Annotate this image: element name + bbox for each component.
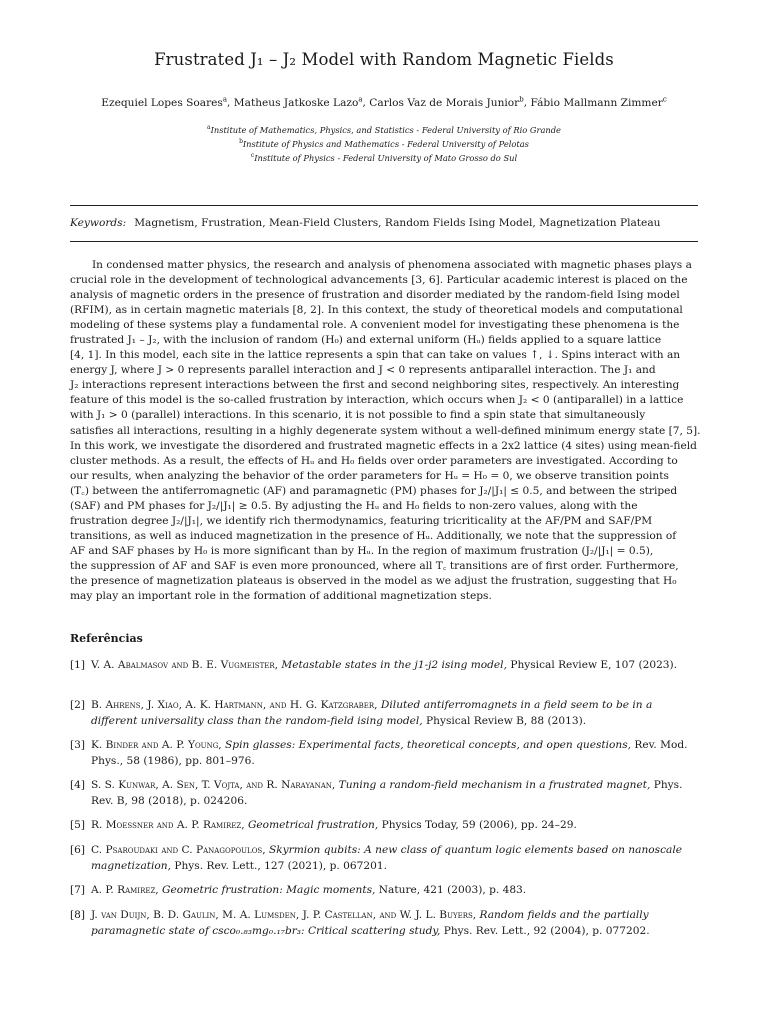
abstract-line: analysis of magnetic orders in the presence of frustration and disorder mediated by the random-field Ising model [70,289,680,302]
abstract-line: our results, when analyzing the behavior of the order parameters for Hᵤ = H₀ = 0, we observe transition points [70,469,669,482]
keywords-top-rule [70,205,698,206]
abstract-paragraph [70,258,701,604]
abstract-line: AF and SAF phases by H₀ is more significant than by Hᵤ. In the region of maximum frustration (J₂/|J₁| = 0.5), [70,544,654,557]
reference-authors: B. Ahrens, J. Xiao, A. K. Hartmann, and H. G. Katzgraber, [91,699,381,711]
reference-authors: A. P. Ramirez, [91,884,163,896]
reference-title: Spin glasses: Experimental facts, theoretical concepts, and open questions, [225,739,635,751]
paper-title: Frustrated J₁ – J₂ Model with Random Magnetic Fields [154,50,614,69]
reference-title: Diluted antiferromagnets in a field seem to be in a different universality class than the random-field ising model, [91,699,653,727]
reference-source: Phys. Rev. Lett., 92 (2004), p. 077202. [443,925,650,937]
reference-body [91,882,698,898]
reference-body [91,697,698,729]
affiliation-c: $^c$Institute of Physics - Federal University of Mato Grosso do Sul [250,152,518,163]
reference-title: Geometrical frustration, [247,819,382,831]
abstract-line: satisfies all interactions, resulting in a highly degenerate system without a well-defined minimum energy state [7, 5]. [70,424,701,437]
abstract-line: transitions, as well as induced magnetization in the presence of Hᵤ. Additionally, we note that the suppression of [70,529,677,542]
reference-item [70,882,698,898]
reference-item [70,777,698,809]
abstract-line: feature of this model is the so-called frustration by interaction, which occurs when J₂ < 0 (antiparallel) in a lattice [70,394,684,407]
reference-source: Phys. Rev. Lett., 127 (2021), p. 067201. [174,860,387,872]
author-2: Matheus Jatkoske Lazo$^a$ [233,95,363,109]
reference-title: Random fields and the partially paramagnetic state of csco₀.₈₃mg₀.₁₇br₃: Critical scattering study, [91,909,649,937]
reference-body [91,737,698,769]
affiliation-a: $^a$Institute of Mathematics, Physics, and Statistics - Federal University of Rio Grande [207,124,561,135]
reference-number: [1] [70,659,86,671]
keywords-text: Magnetism, Frustration, Mean-Field Clusters, Random Fields Ising Model, Magnetization Plateau [134,217,661,229]
reference-authors: J. van Duijn, B. D. Gaulin, M. A. Lumsden, J. P. Castellan, and W. J. L. Buyers, [91,909,480,921]
reference-title: Metastable states in the j1-j2 ising model, [281,659,511,671]
author-list: Ezequiel Lopes Soares$^a$, Matheus Jatkoske Lazo$^a$, Carlos Vaz de Morais Junior$^b$, Fábio Mallmann Zimmer$^c$ [101,95,667,109]
abstract-line: energy J, where J > 0 represents parallel interaction and J < 0 represents antiparallel interaction. The J₁ and [70,364,656,377]
reference-number: [8] [70,909,86,921]
reference-source: Nature, 421 (2003), p. 483. [378,884,527,896]
author-3: Carlos Vaz de Morais Junior$^b$ [369,95,524,109]
reference-authors: C. Psaroudaki and C. Panagopoulos, [91,844,269,856]
reference-source: Physical Review B, 88 (2013). [426,715,587,727]
abstract-line: crucial role in the development of technological advancements [3, 6]. Particular academic interest is placed on the [70,274,688,287]
reference-item [70,907,698,939]
reference-title: Tuning a random-field mechanism in a frustrated magnet, [338,779,654,791]
abstract-line: frustration degree J₂/|J₁|, we identify rich thermodynamics, featuring tricriticality at the AF/PM and SAF/PM [70,514,653,527]
reference-item [70,842,698,874]
reference-body [91,907,698,939]
reference-number: [4] [70,779,86,791]
reference-authors: S. S. Kunwar, A. Sen, T. Vojta, and R. Narayanan, [91,779,339,791]
keywords-label: Keywords: [70,217,127,229]
reference-number: [5] [70,819,86,831]
abstract-line: cluster methods. As a result, the effects of Hᵤ and H₀ fields over order parameters are investigated. According to [70,454,678,467]
reference-body [91,817,698,833]
author-4: Fábio Mallmann Zimmer$^c$ [530,95,667,109]
reference-authors: K. Binder and A. P. Young, [91,739,226,751]
abstract-line: (RFIM), as in certain magnetic materials [8, 2]. In this context, the study of theoretical models and computational [70,304,683,317]
abstract-line: [4, 1]. In this model, each site in the lattice represents a spin that can take on values ↑, ↓. Spins interact with an [70,349,681,362]
reference-title: Geometric frustration: Magic moments, [162,884,379,896]
abstract-line: In this work, we investigate the disordered and frustrated magnetic effects in a 2x2 lattice (4 sites) using mean-field [70,439,697,452]
abstract-line: (T꜀) between the antiferromagnetic (AF) and paramagnetic (PM) phases for J₂/|J₁| ≤ 0.5, and between the striped [70,484,678,497]
abstract-line: frustrated J₁ – J₂, with the inclusion of random (H₀) and external uniform (Hᵤ) fields applied to a square lattice [70,334,662,347]
reference-body [91,657,698,673]
affiliation-b: $^b$Institute of Physics and Mathematics - Federal University of Pelotas [239,138,529,149]
reference-authors: V. A. Abalmasov and B. E. Vugmeister, [91,659,282,671]
references-heading: Referências [70,632,143,645]
reference-item [70,817,698,833]
reference-item [70,657,698,673]
abstract-line: the presence of magnetization plateaus is observed in the model as we adjust the frustration, suggesting that H₀ [70,574,677,587]
reference-number: [6] [70,844,86,856]
abstract-line: the suppression of AF and SAF is even more pronounced, where all T꜀ transitions are of first order. Furthermore, [70,559,679,572]
reference-title: Skyrmion qubits: A new class of quantum logic elements based on nanoscale magnetization, [91,844,682,872]
author-1: Ezequiel Lopes Soares$^a$ [101,95,228,109]
reference-source: Physical Review E, 107 (2023). [510,659,678,671]
affiliation-list [70,122,698,164]
reference-authors: R. Moessner and A. P. Ramirez, [91,819,248,831]
abstract-line: (SAF) and PM phases for J₂/|J₁| ≥ 0.5. By adjusting the Hᵤ and H₀ fields to non-zero values, along with the [70,499,638,512]
keywords-bottom-rule [70,241,698,242]
reference-item [70,737,698,769]
abstract-line: with J₁ > 0 (parallel) interactions. In this scenario, it is not possible to find a spin state that simultaneously [70,409,646,422]
reference-body [91,842,698,874]
abstract-line: may play an important role in the formation of additional magnetization steps. [70,590,492,603]
abstract-line: In condensed matter physics, the research and analysis of phenomena associated with magnetic phases plays a [92,259,692,271]
reference-body [91,777,698,809]
reference-number: [3] [70,739,86,751]
reference-number: [2] [70,699,86,711]
reference-item [70,697,698,729]
reference-number: [7] [70,884,86,896]
reference-source: Physics Today, 59 (2006), pp. 24–29. [381,819,577,831]
reference-source: Rev. Mod. Phys., 58 (1986), pp. 801–976. [91,739,688,767]
keywords-section [70,217,698,229]
abstract-line: modeling of these systems play a fundamental role. A convenient model for investigating these phenomena is the [70,319,680,332]
abstract-line: J₂ interactions represent interactions between the first and second neighboring sites, respectively. An interesting [70,379,680,392]
reference-source: Phys. Rev. B, 98 (2018), p. 024206. [91,779,683,807]
